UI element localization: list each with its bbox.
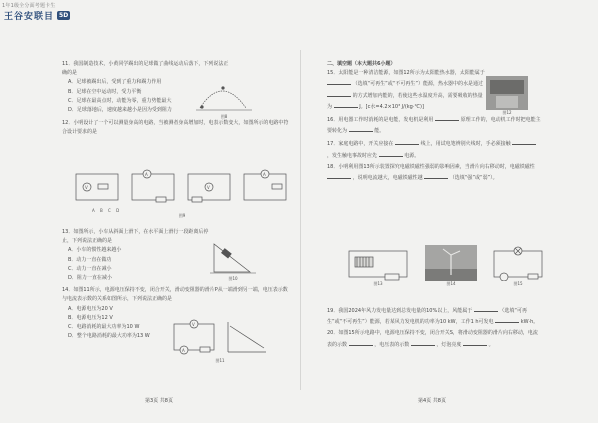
q17-stem-2: 线上，用试电笔辨别火线时，手必须接触 [420, 141, 511, 148]
q20-stem: 20．如图15所示电路中，电源电压保持不变，闭合开关S，将滑动变阻器的滑片向右移动，电流表的示数 [327, 330, 538, 348]
figure-10 [210, 240, 256, 282]
q11-option-b: B．足球在空中运动时，受力平衡 [68, 88, 142, 95]
q15-blank-1[interactable] [327, 78, 351, 85]
figure-12 [486, 76, 528, 116]
q17-blank-1[interactable] [395, 138, 419, 145]
q17-blank-3[interactable] [379, 150, 403, 157]
q15-stem-3: 的方式增加内能的，若使这些水温度升高，需要吸收的热量为 [327, 92, 483, 110]
q19-stem-3: kW·h。 [520, 319, 539, 326]
figure-15-caption: 图15 [513, 281, 523, 286]
lamp-circuit-diagram [490, 245, 546, 281]
figure-11-caption: 图11 [215, 358, 225, 363]
q20-stem-2: ，电压表的示数 [374, 341, 410, 348]
q13-option-d: D．阻力一直在减小 [68, 275, 112, 282]
q15-stem: 15．太阳能是一种清洁能源，如图12所示为太阳能热水器，太阳能属于 [327, 70, 485, 77]
figure-12-caption: 图12 [502, 110, 512, 115]
figure-9 [72, 168, 292, 219]
q14-stem: 14．如图11所示，电源电压保持不变，闭合开关，滑动变阻器的滑片P从一端滑到另一端，电压表示数与电流表示数的关系如图所示，下列说法正确的是 [62, 287, 288, 303]
q16-blank-1[interactable] [435, 114, 459, 121]
question-17 [327, 138, 542, 160]
figure-10-caption: 图10 [228, 276, 238, 281]
q18-blank-2[interactable] [424, 172, 448, 179]
top-note: 1年1级全分面考题卡生 [2, 3, 56, 9]
q14-option-c: C．电路消耗的最大功率为10 W [68, 324, 140, 331]
q17-stem-4: 电源。 [404, 152, 420, 159]
electromagnet-diagram [345, 245, 411, 281]
q19-blank-2[interactable] [495, 316, 519, 323]
question-12 [62, 119, 290, 137]
figure-8 [196, 80, 252, 120]
q19-stem-2: （选填“可再生”或“不可再生”）能源，若某风力发电机的功率为10 kW，工作1 h可发电 [327, 308, 527, 326]
q17-stem-3: ，发生触电事故时应先 [327, 152, 378, 159]
q18-blank-1[interactable] [327, 172, 351, 179]
question-15 [327, 69, 487, 112]
q19-blank-1[interactable] [474, 305, 498, 312]
left-page [62, 60, 290, 140]
svg-text:A: A [263, 172, 266, 177]
q20-stem-3: ，灯泡亮度 [436, 341, 462, 348]
brand-logo [4, 9, 70, 22]
figure-9-options: A B C D [92, 208, 122, 213]
svg-text:V: V [207, 185, 210, 190]
svg-text:A: A [182, 348, 185, 353]
q13-option-a: A．小车的惯性越来越小 [68, 247, 122, 254]
q16-blank-2[interactable] [349, 125, 373, 132]
figure-15 [490, 245, 546, 287]
q14-option-b: B．电源电压为12 V [68, 314, 113, 321]
right-page-lower [327, 305, 542, 352]
question-11 [62, 60, 290, 115]
q16-stem-2: 原理工作的，电动机工作时把电能主要转化为 [327, 117, 541, 135]
q15-blank-2[interactable] [327, 90, 351, 97]
figure-8-caption: 图8 [220, 114, 228, 119]
trajectory-diagram [196, 80, 252, 114]
q17-blank-2[interactable] [512, 138, 536, 145]
figure-13-caption: 图13 [373, 281, 383, 286]
figure-11 [170, 318, 270, 364]
figure-14 [425, 245, 477, 287]
q14-option-d: D．整个电路消耗的最大功率为13 W [68, 333, 150, 340]
q11-stem: 11．我国制造技术，小黄同学踢出的足球做了曲线运动后落下，下列说法正确的是 [62, 61, 229, 77]
q18-stem: 18．小明利用图13所示装置探究电磁铁磁性强弱的影响因素，当滑片向右移动时，电磁铁磁性 [327, 163, 535, 170]
q20-blank-3[interactable] [463, 339, 487, 346]
q13-option-c: C．动力一直在减小 [68, 265, 112, 272]
page-divider [300, 50, 301, 390]
logo-text: 王谷安联目 [4, 12, 55, 22]
wind-turbine-photo [425, 245, 477, 281]
question-19 [327, 305, 542, 327]
left-page-footer: 第3页 共8页 [145, 398, 173, 404]
question-18 [327, 163, 542, 183]
q16-stem: 16．用电器工作时消耗的是电能，发电机是利用 [327, 117, 434, 124]
q15-blank-3[interactable] [334, 101, 358, 108]
q15-stem-4: J。[c水=4.2×10³ J/(kg·℃)] [359, 103, 424, 110]
q15-stem-2: （选填“可再生”或“不可再生”）能源，热水器中的水是通过 [352, 81, 483, 88]
circuit-options-diagram [72, 168, 292, 208]
incline-diagram [210, 240, 256, 276]
right-page-footer: 第4页 共8页 [418, 398, 446, 404]
q13-stem: 13．如图所示，小车从斜面上滑下，在水平面上滑行一段距离后停止，下列说法正确的是 [62, 229, 209, 245]
circuit-graph-diagram [170, 318, 270, 358]
q13-option-b: B．动力一直在做功 [68, 256, 112, 263]
q16-stem-3: 能。 [374, 128, 385, 135]
q11-option-d: D．足球落地后，速度越来越小是因为受到阻力 [68, 107, 172, 114]
section-title: 二、填空题（本大题共6小题） [327, 61, 396, 67]
svg-text:V: V [85, 185, 88, 190]
q11-option-a: A．足球被踢出后，受到了重力和踢力作用 [68, 79, 162, 86]
svg-text:V: V [192, 322, 195, 327]
q19-stem: 19．我国2024年风力发电量达到总发电量的10%以上，风能属于 [327, 308, 473, 314]
q12-stem: 12．小明设计了一个可以测量身高的电路，当被测者身高增加时，电表示数变大，如图所示的电路中符合设计要求的是 [62, 120, 289, 136]
question-20 [327, 329, 542, 349]
q20-blank-2[interactable] [411, 339, 435, 346]
solar-heater-photo [486, 76, 528, 110]
figure-9-caption: 图9 [178, 213, 186, 218]
q20-blank-1[interactable] [349, 339, 373, 346]
question-16 [327, 114, 542, 136]
svg-text:A: A [145, 172, 148, 177]
q20-stem-4: 。 [488, 341, 494, 348]
q18-stem-3: （选填“强”或“弱”）。 [449, 175, 498, 182]
q17-stem: 17．家庭电路中，开关应接在 [327, 141, 394, 148]
figure-14-caption: 图14 [446, 281, 456, 286]
logo-badge: 5D [59, 12, 69, 19]
q11-option-c: C．足球在最高点时，动能为零，重力势能最大 [68, 97, 172, 104]
q18-stem-2: ，说明电流越大，电磁铁磁性越 [352, 175, 423, 182]
figure-13 [345, 245, 411, 287]
q14-option-a: A．电源电压为20 V [68, 305, 113, 312]
